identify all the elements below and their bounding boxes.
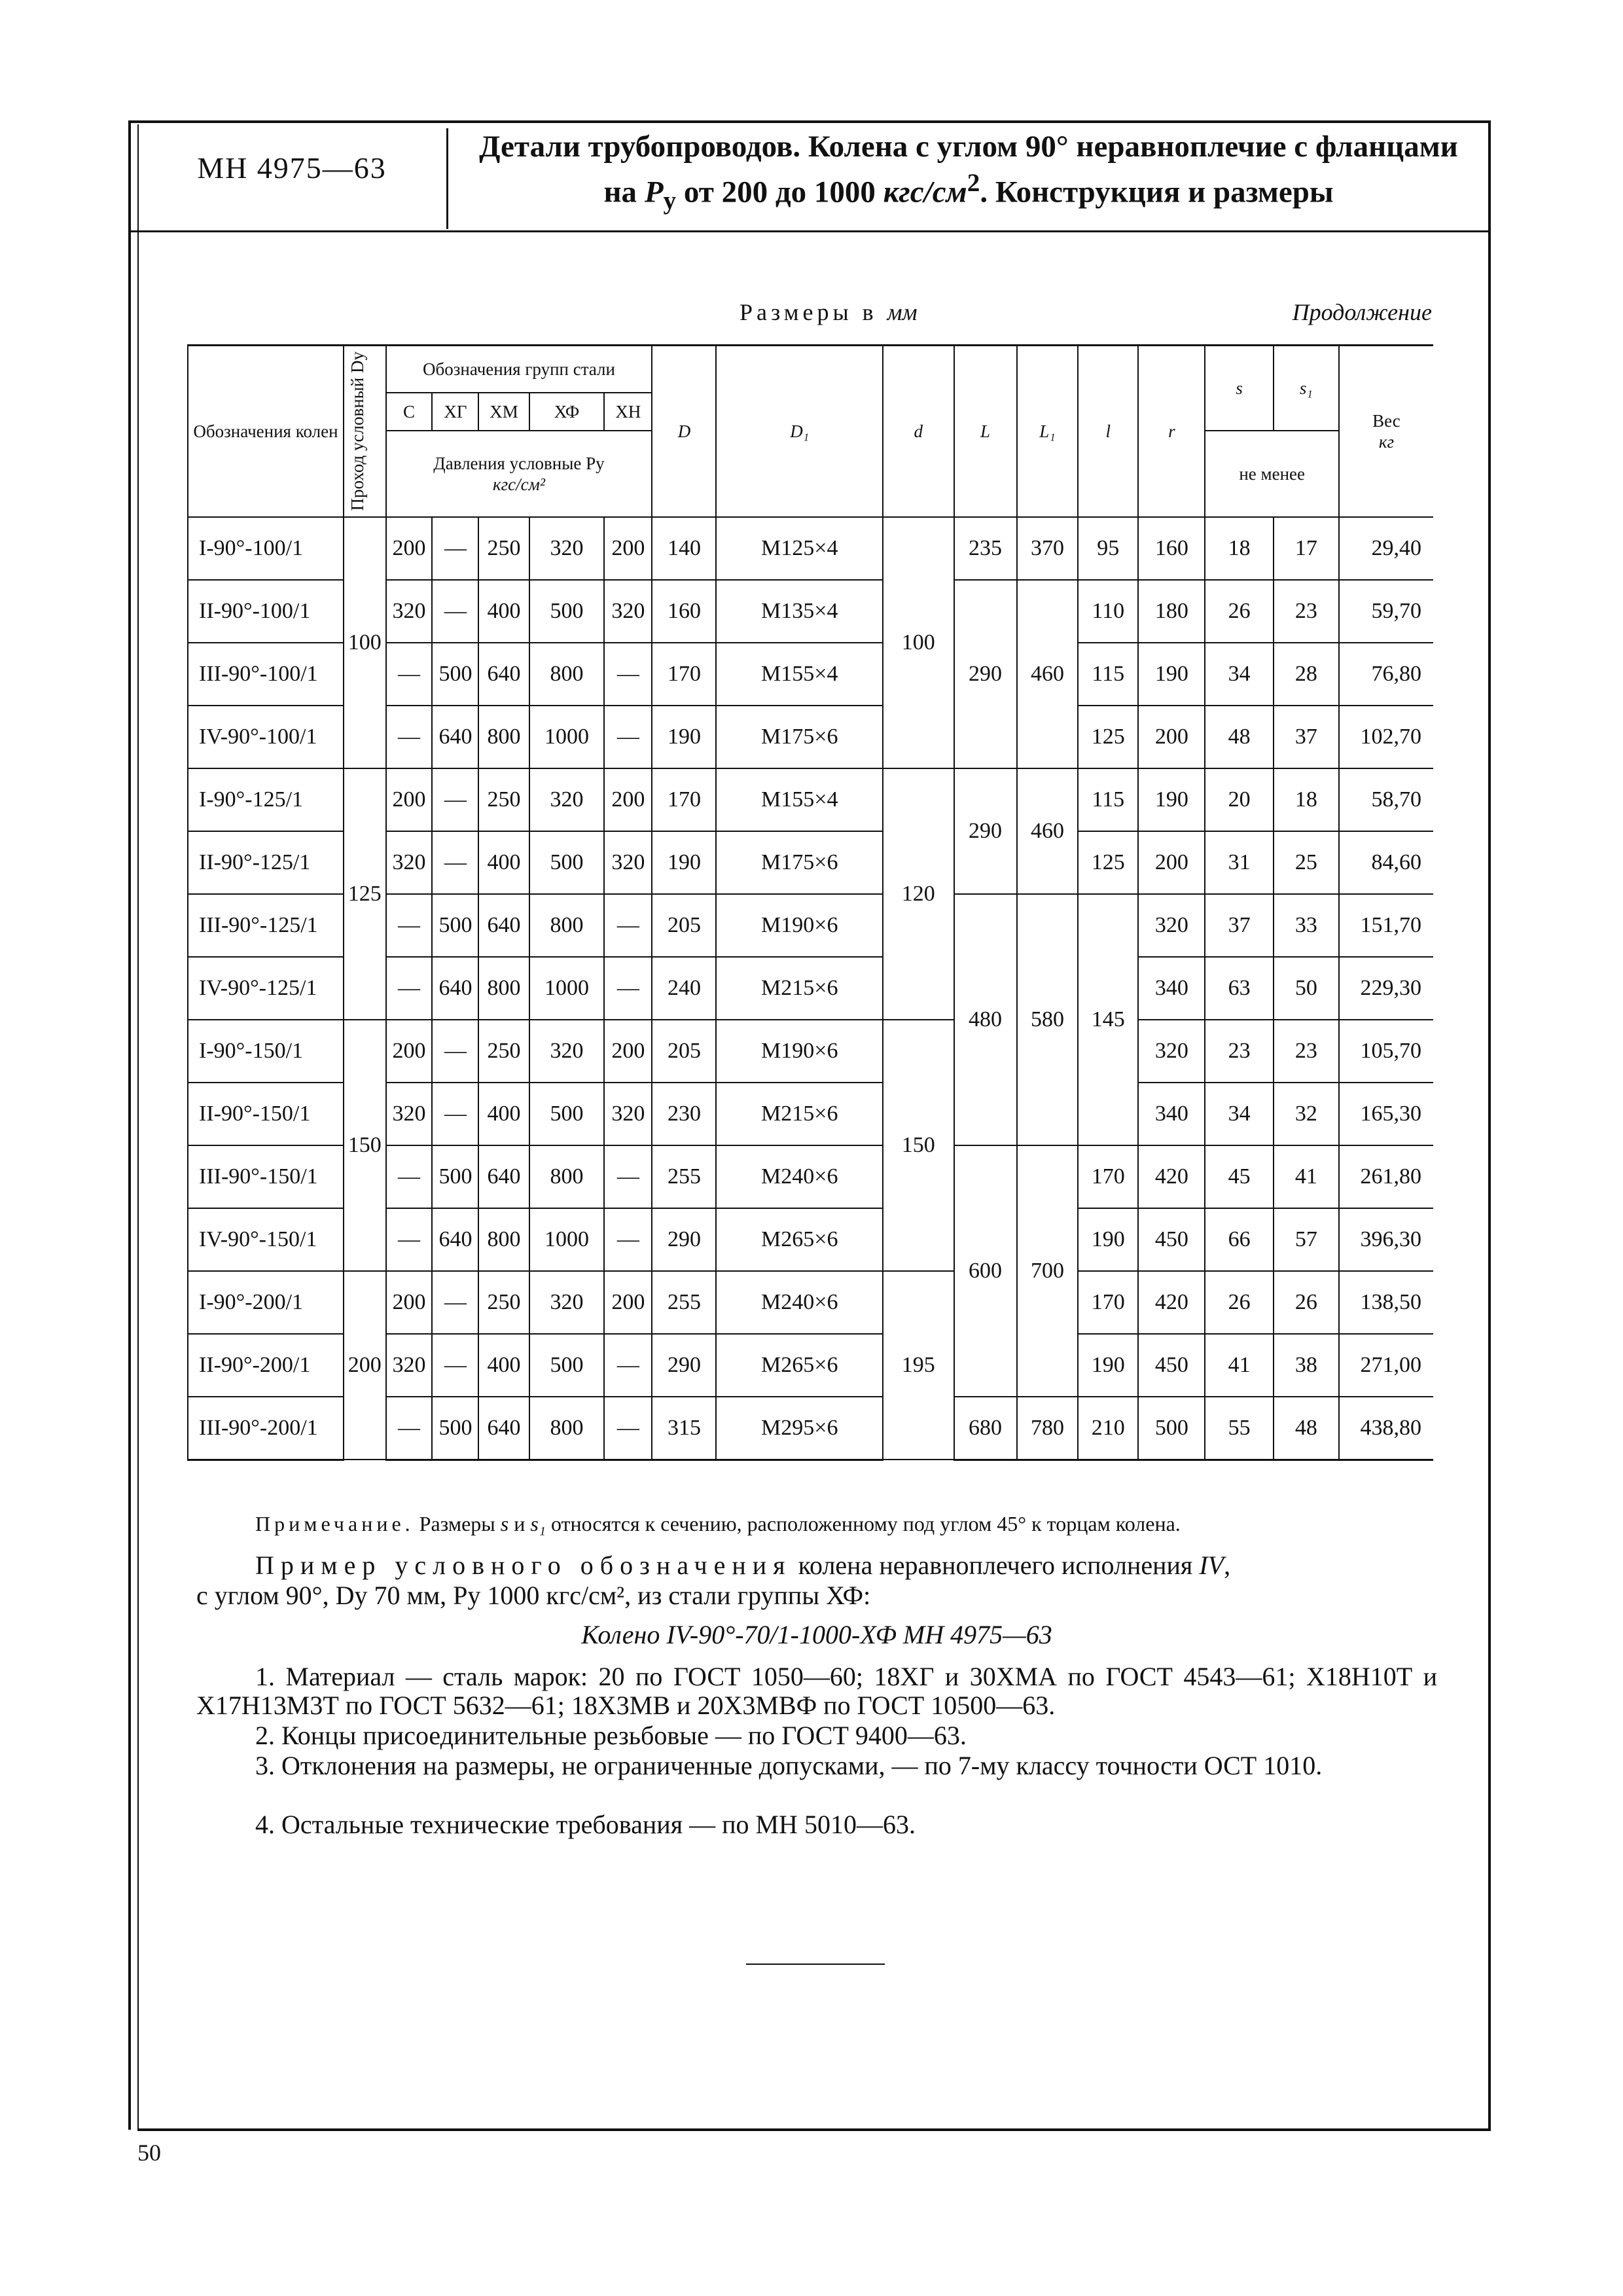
cell-pressure-xg: 500: [432, 1397, 478, 1460]
cell-designation: II-90°-125/1: [188, 831, 344, 894]
cell-D1: М190×6: [716, 894, 883, 957]
cell-pressure-xn: 320: [604, 831, 652, 894]
cell-pressure-c: —: [386, 1397, 433, 1460]
cell-designation: II-90°-100/1: [188, 580, 344, 643]
cell-D1: М265×6: [716, 1208, 883, 1271]
cell-D: 140: [652, 517, 716, 580]
steel-group-xg: ХГ: [432, 393, 478, 431]
cell-pressure-xg: —: [432, 831, 478, 894]
document-code: МН 4975—63: [197, 151, 387, 185]
cell-pressure-xn: —: [604, 957, 652, 1020]
cell-designation: IV-90°-125/1: [188, 957, 344, 1020]
page-frame-inner-left: [137, 124, 139, 2128]
cell-pressure-xf: 1000: [529, 1208, 605, 1271]
cell-pressure-xf: 500: [529, 1334, 605, 1397]
cell-s1: 57: [1274, 1208, 1339, 1271]
example-designation: Колено IV-90°-70/1-1000-ХФ МН 4975—63: [581, 1620, 1052, 1649]
cell-weight: 438,80: [1339, 1397, 1433, 1460]
cell-weight: 165,30: [1339, 1083, 1433, 1145]
cell-r: 200: [1138, 831, 1205, 894]
cell-pressure-c: 320: [386, 831, 433, 894]
cell-pressure-xm: 250: [478, 517, 529, 580]
example-line-2: с углом 90°, Dу 70 мм, Pу 1000 кгс/см², из стали группы ХФ:: [196, 1581, 871, 1610]
cell-s: 20: [1205, 768, 1273, 831]
cell-D: 255: [652, 1145, 716, 1208]
cell-pressure-c: 200: [386, 517, 433, 580]
cell-l: 115: [1078, 643, 1138, 706]
cell-l: 170: [1078, 1145, 1138, 1208]
cell-pressure-c: 200: [386, 1020, 433, 1083]
cell-pressure-c: 200: [386, 768, 433, 831]
cell-pressure-xg: 500: [432, 1145, 478, 1208]
cell-pressure-xg: 640: [432, 1208, 478, 1271]
cell-pressure-xn: 200: [604, 517, 652, 580]
cell-pressure-xm: 400: [478, 831, 529, 894]
cell-pressure-xg: —: [432, 517, 478, 580]
cell-l: 210: [1078, 1397, 1138, 1460]
cell-pressure-xf: 320: [529, 768, 605, 831]
cell-pressure-xf: 1000: [529, 706, 605, 768]
col-s1-header: s₁: [1274, 346, 1339, 431]
cell-r: 340: [1138, 1083, 1205, 1145]
cell-pressure-c: 200: [386, 1271, 433, 1334]
cell-d: 100: [883, 517, 954, 768]
cell-D1: М215×6: [716, 1083, 883, 1145]
cell-s: 34: [1205, 1083, 1273, 1145]
cell-L: 290: [954, 580, 1017, 768]
cell-pressure-xf: 320: [529, 517, 605, 580]
page-frame-left: [128, 120, 131, 2130]
cell-L1: 700: [1017, 1145, 1079, 1397]
cell-pressure-c: 320: [386, 580, 433, 643]
cell-pressure-xf: 500: [529, 580, 605, 643]
cell-D: 170: [652, 768, 716, 831]
cell-s: 31: [1205, 831, 1273, 894]
cell-r: 450: [1138, 1334, 1205, 1397]
cell-pressure-xm: 640: [478, 1397, 529, 1460]
cell-D: 205: [652, 1020, 716, 1083]
cell-pressure-c: —: [386, 706, 433, 768]
cell-D: 190: [652, 706, 716, 768]
cell-designation: II-90°-200/1: [188, 1334, 344, 1397]
cell-pressure-c: —: [386, 1208, 433, 1271]
cell-designation: III-90°-125/1: [188, 894, 344, 957]
cell-r: 450: [1138, 1208, 1205, 1271]
cell-dy: 200: [344, 1271, 386, 1460]
col-dy-header: Проход условный Dу: [344, 346, 386, 517]
cell-pressure-xf: 800: [529, 1397, 605, 1460]
cell-weight: 76,80: [1339, 643, 1433, 706]
steel-group-xf: ХФ: [529, 393, 605, 431]
cell-D: 315: [652, 1397, 716, 1460]
table-row: [188, 1271, 1433, 1334]
cell-l: 110: [1078, 580, 1138, 643]
cell-pressure-xg: 500: [432, 894, 478, 957]
cell-r: 500: [1138, 1397, 1205, 1460]
cell-s: 34: [1205, 643, 1273, 706]
cell-pressure-xm: 640: [478, 643, 529, 706]
cell-pressure-xn: —: [604, 1145, 652, 1208]
cell-pressure-xn: 200: [604, 1271, 652, 1334]
cell-pressure-xm: 640: [478, 894, 529, 957]
cell-s1: 26: [1274, 1271, 1339, 1334]
cell-pressure-xm: 800: [478, 1208, 529, 1271]
pressure-header: Давления условные Pу кгс/см²: [386, 431, 652, 517]
cell-s1: 50: [1274, 957, 1339, 1020]
page-frame-bottom: [137, 2128, 1491, 2131]
cell-s: 55: [1205, 1397, 1273, 1460]
header-separator: [446, 128, 448, 229]
col-weight-header: Вес кг: [1339, 346, 1433, 517]
cell-pressure-xg: —: [432, 1334, 478, 1397]
cell-D1: М215×6: [716, 957, 883, 1020]
cell-D1: М155×4: [716, 768, 883, 831]
cell-L1: 460: [1017, 768, 1079, 894]
cell-pressure-xn: 320: [604, 580, 652, 643]
cell-s1: 18: [1274, 768, 1339, 831]
cell-r: 180: [1138, 580, 1205, 643]
cell-d: 150: [883, 1020, 954, 1271]
cell-s1: 25: [1274, 831, 1339, 894]
cell-dy: 125: [344, 768, 386, 1020]
cell-pressure-xm: 400: [478, 580, 529, 643]
title-line-2: на $P_у$ от 200 до 1000 кгс/$см^2$. Конструкция и размеры: [603, 169, 1334, 215]
cell-s1: 28: [1274, 643, 1339, 706]
cell-L: 680: [954, 1397, 1017, 1460]
col-steel-groups-header: Обозначения групп стали: [386, 346, 652, 393]
cell-pressure-xf: 500: [529, 1083, 605, 1145]
cell-s1: 33: [1274, 894, 1339, 957]
cell-pressure-xg: 640: [432, 706, 478, 768]
cell-D1: М125×4: [716, 517, 883, 580]
cell-D1: М265×6: [716, 1334, 883, 1397]
cell-weight: 58,70: [1339, 768, 1433, 831]
cell-l: 190: [1078, 1208, 1138, 1271]
cell-D1: М135×4: [716, 580, 883, 643]
steel-group-xn: ХН: [604, 393, 652, 431]
cell-pressure-c: —: [386, 957, 433, 1020]
col-L1-header: L₁: [1017, 346, 1079, 517]
cell-s: 37: [1205, 894, 1273, 957]
cell-pressure-xg: —: [432, 768, 478, 831]
cell-D1: М240×6: [716, 1145, 883, 1208]
col-r-header: r: [1138, 346, 1205, 517]
cell-designation: I-90°-125/1: [188, 768, 344, 831]
cell-l: 115: [1078, 768, 1138, 831]
cell-s: 66: [1205, 1208, 1273, 1271]
cell-r: 320: [1138, 1020, 1205, 1083]
cell-s1: 38: [1274, 1334, 1339, 1397]
table-note: Примечание. Размеры s и s₁ относятся к сечению, расположенному под углом 45° к торцам колена.: [255, 1512, 1181, 1535]
cell-pressure-xg: —: [432, 1083, 478, 1145]
cell-pressure-xf: 800: [529, 1145, 605, 1208]
cell-pressure-xn: —: [604, 894, 652, 957]
cell-s1: 23: [1274, 580, 1339, 643]
cell-pressure-xf: 320: [529, 1020, 605, 1083]
cell-weight: 396,30: [1339, 1208, 1433, 1271]
page-frame-right: [1488, 120, 1491, 2130]
cell-pressure-xn: 200: [604, 1020, 652, 1083]
dimensions-caption: Размеры в мм: [740, 299, 918, 325]
cell-s: 41: [1205, 1334, 1273, 1397]
not-less-header: не менее: [1205, 431, 1338, 517]
cell-D: 190: [652, 831, 716, 894]
col-D1-header: D₁: [716, 346, 883, 517]
cell-pressure-xm: 400: [478, 1334, 529, 1397]
cell-s: 26: [1205, 1271, 1273, 1334]
cell-pressure-xn: —: [604, 643, 652, 706]
page-frame-top: [128, 120, 1491, 123]
requirement-4: 4. Остальные технические требования — по МН 5010—63.: [255, 1810, 916, 1839]
table-row: [188, 517, 1433, 580]
cell-pressure-xg: —: [432, 1271, 478, 1334]
cell-r: 420: [1138, 1145, 1205, 1208]
cell-L: 480: [954, 894, 1017, 1145]
cell-weight: 229,30: [1339, 957, 1433, 1020]
cell-weight: 59,70: [1339, 580, 1433, 643]
cell-s: 23: [1205, 1020, 1273, 1083]
cell-weight: 102,70: [1339, 706, 1433, 768]
cell-pressure-xn: —: [604, 1397, 652, 1460]
cell-pressure-xm: 800: [478, 706, 529, 768]
cell-s: 18: [1205, 517, 1273, 580]
cell-designation: IV-90°-150/1: [188, 1208, 344, 1271]
cell-designation: III-90°-150/1: [188, 1145, 344, 1208]
cell-D1: М155×4: [716, 643, 883, 706]
cell-designation: III-90°-100/1: [188, 643, 344, 706]
cell-s1: 23: [1274, 1020, 1339, 1083]
dimensions-table: [187, 344, 1433, 1461]
cell-pressure-c: 320: [386, 1334, 433, 1397]
cell-D: 240: [652, 957, 716, 1020]
cell-pressure-xn: —: [604, 1208, 652, 1271]
cell-r: 190: [1138, 768, 1205, 831]
cell-r: 190: [1138, 643, 1205, 706]
cell-D: 255: [652, 1271, 716, 1334]
header-divider: [128, 230, 1491, 232]
requirement-3: 3. Отклонения на размеры, не ограниченные допусками, — по 7-му классу точности ОСТ 1010.: [255, 1751, 1323, 1780]
cell-pressure-c: —: [386, 643, 433, 706]
cell-L1: 580: [1017, 894, 1079, 1145]
cell-s: 63: [1205, 957, 1273, 1020]
cell-D: 170: [652, 643, 716, 706]
cell-pressure-xn: 320: [604, 1083, 652, 1145]
col-L-header: L: [954, 346, 1017, 517]
col-l-header: l: [1078, 346, 1138, 517]
example-line-1: Пример условного обозначения колена неравноплечего исполнения IV,: [255, 1551, 1231, 1580]
cell-designation: II-90°-150/1: [188, 1083, 344, 1145]
cell-D1: М295×6: [716, 1397, 883, 1460]
cell-pressure-xf: 800: [529, 894, 605, 957]
cell-weight: 29,40: [1339, 517, 1433, 580]
cell-r: 320: [1138, 894, 1205, 957]
cell-pressure-xg: 500: [432, 643, 478, 706]
page-number: 50: [137, 2140, 161, 2166]
document-title: [458, 128, 1479, 219]
cell-pressure-xm: 250: [478, 1271, 529, 1334]
col-D-header: D: [652, 346, 716, 517]
cell-designation: I-90°-100/1: [188, 517, 344, 580]
cell-pressure-xf: 1000: [529, 957, 605, 1020]
cell-pressure-xf: 800: [529, 643, 605, 706]
cell-weight: 84,60: [1339, 831, 1433, 894]
cell-pressure-xm: 250: [478, 768, 529, 831]
title-line-1: Детали трубопроводов. Колена с углом 90° неравноплечие с фланцами: [479, 130, 1458, 164]
requirement-1: 1. Материал — сталь марок: 20 по ГОСТ 1050—60; 18ХГ и 30ХМА по ГОСТ 4543—61; Х18Н10Т и Х17Н13М3Т по ГОСТ 5632—61; 18Х3МВ и 20Х3МВФ по ГОСТ 10500—63.: [196, 1662, 1437, 1720]
cell-designation: IV-90°-100/1: [188, 706, 344, 768]
cell-D: 205: [652, 894, 716, 957]
cell-l: 95: [1078, 517, 1138, 580]
cell-pressure-c: —: [386, 1145, 433, 1208]
cell-L: 235: [954, 517, 1017, 580]
cell-s1: 37: [1274, 706, 1339, 768]
cell-L: 290: [954, 768, 1017, 894]
cell-pressure-xg: —: [432, 1020, 478, 1083]
cell-dy: 150: [344, 1020, 386, 1271]
cell-d: 120: [883, 768, 954, 1020]
cell-L1: 780: [1017, 1397, 1079, 1460]
cell-D1: М175×6: [716, 831, 883, 894]
cell-pressure-xg: 640: [432, 957, 478, 1020]
cell-D: 290: [652, 1208, 716, 1271]
cell-s1: 48: [1274, 1397, 1339, 1460]
col-d-header: d: [883, 346, 954, 517]
cell-pressure-xm: 640: [478, 1145, 529, 1208]
col-designation-header: Обозначения колен: [188, 346, 344, 517]
cell-designation: I-90°-200/1: [188, 1271, 344, 1334]
cell-pressure-xm: 400: [478, 1083, 529, 1145]
cell-l: 125: [1078, 831, 1138, 894]
cell-designation: III-90°-200/1: [188, 1397, 344, 1460]
cell-pressure-xf: 500: [529, 831, 605, 894]
cell-s: 26: [1205, 580, 1273, 643]
cell-L: 600: [954, 1145, 1017, 1397]
table-row: [188, 1020, 1433, 1083]
col-s-header: s: [1205, 346, 1273, 431]
cell-r: 340: [1138, 957, 1205, 1020]
cell-l: 145: [1078, 894, 1138, 1145]
cell-D: 290: [652, 1334, 716, 1397]
cell-s1: 17: [1274, 517, 1339, 580]
cell-pressure-xm: 800: [478, 957, 529, 1020]
end-rule: [746, 1964, 885, 1965]
cell-pressure-xm: 250: [478, 1020, 529, 1083]
cell-L1: 460: [1017, 580, 1079, 768]
cell-l: 170: [1078, 1271, 1138, 1334]
cell-r: 420: [1138, 1271, 1205, 1334]
cell-designation: I-90°-150/1: [188, 1020, 344, 1083]
cell-pressure-xn: 200: [604, 768, 652, 831]
cell-s: 45: [1205, 1145, 1273, 1208]
steel-group-xm: ХМ: [478, 393, 529, 431]
cell-pressure-c: —: [386, 894, 433, 957]
cell-r: 200: [1138, 706, 1205, 768]
cell-pressure-xf: 320: [529, 1271, 605, 1334]
cell-d: 195: [883, 1271, 954, 1460]
cell-pressure-xn: —: [604, 1334, 652, 1397]
cell-weight: 105,70: [1339, 1020, 1433, 1083]
steel-group-c: С: [386, 393, 433, 431]
cell-s: 48: [1205, 706, 1273, 768]
cell-weight: 261,80: [1339, 1145, 1433, 1208]
cell-l: 190: [1078, 1334, 1138, 1397]
cell-pressure-xg: —: [432, 580, 478, 643]
cell-L1: 370: [1017, 517, 1079, 580]
cell-dy: 100: [344, 517, 386, 768]
cell-pressure-c: 320: [386, 1083, 433, 1145]
cell-weight: 271,00: [1339, 1334, 1433, 1397]
cell-D: 230: [652, 1083, 716, 1145]
cell-D: 160: [652, 580, 716, 643]
cell-pressure-xn: —: [604, 706, 652, 768]
cell-D1: М190×6: [716, 1020, 883, 1083]
cell-s1: 41: [1274, 1145, 1339, 1208]
requirement-2: 2. Концы присоединительные резьбовые — по ГОСТ 9400—63.: [255, 1721, 967, 1750]
cell-weight: 138,50: [1339, 1271, 1433, 1334]
table-row: [188, 768, 1433, 831]
cell-D1: М175×6: [716, 706, 883, 768]
cell-weight: 151,70: [1339, 894, 1433, 957]
cell-D1: М240×6: [716, 1271, 883, 1334]
cell-l: 125: [1078, 706, 1138, 768]
cell-s1: 32: [1274, 1083, 1339, 1145]
cell-r: 160: [1138, 517, 1205, 580]
continuation-label: Продолжение: [1292, 299, 1432, 325]
